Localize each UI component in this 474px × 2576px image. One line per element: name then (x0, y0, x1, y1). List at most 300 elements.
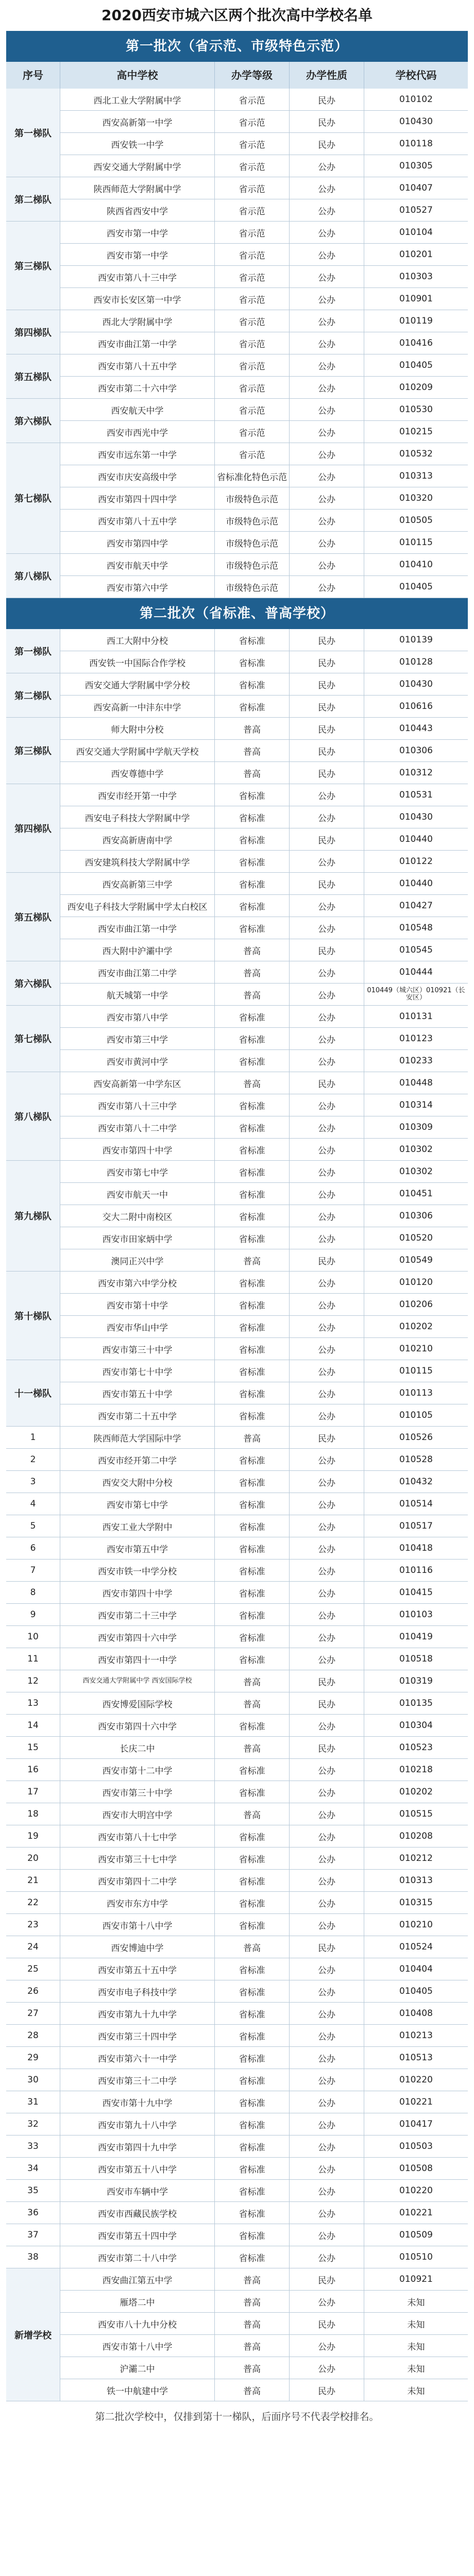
school-code: 010215 (364, 421, 468, 443)
school-grade: 市级特色示范 (215, 532, 290, 554)
school-grade: 省标准 (215, 1493, 290, 1515)
school-grade: 省标准 (215, 1449, 290, 1471)
school-code: 010313 (364, 465, 468, 487)
school-nature: 民办 (290, 651, 364, 673)
school-grade: 普高 (215, 762, 290, 784)
row-number: 25 (6, 1958, 60, 1980)
school-name: 西安市第七中学 (60, 1493, 215, 1515)
row-number: 21 (6, 1870, 60, 1892)
school-name: 西安市经开第一中学 (60, 784, 215, 806)
row-number: 26 (6, 1980, 60, 2003)
row-number: 16 (6, 1759, 60, 1781)
school-code: 010302 (364, 1161, 468, 1183)
school-code: 010115 (364, 1360, 468, 1382)
school-name: 西安市第三十七中学 (60, 1848, 215, 1870)
school-name: 西安市第八中学 (60, 1006, 215, 1028)
school-name: 西安市第五十中学 (60, 1382, 215, 1404)
row-number: 30 (6, 2069, 60, 2091)
school-grade: 省标准 (215, 2025, 290, 2047)
row-number: 10 (6, 1626, 60, 1648)
school-nature: 公办 (290, 806, 364, 828)
batch2-bar: 第二批次（省标准、普高学校） (6, 598, 468, 629)
school-name: 西安市第二十五中学 (60, 1404, 215, 1427)
school-grade: 省示范 (215, 222, 290, 244)
school-name: 西安市第六中学 (60, 576, 215, 598)
school-grade: 普高 (215, 2268, 290, 2291)
school-nature: 公办 (290, 1560, 364, 1582)
school-grade: 市级特色示范 (215, 554, 290, 576)
school-code: 010430 (364, 806, 468, 828)
school-code: 010407 (364, 177, 468, 199)
school-grade: 省示范 (215, 266, 290, 288)
row-number: 1 (6, 1427, 60, 1449)
school-code: 010221 (364, 2091, 468, 2113)
school-name: 西安市黄河中学 (60, 1050, 215, 1072)
school-grade: 省示范 (215, 155, 290, 177)
school-code: 010220 (364, 2180, 468, 2202)
group-label: 第七梯队 (6, 1006, 60, 1072)
school-name: 西安电子科技大学附属中学太白校区 (60, 895, 215, 917)
school-nature: 公办 (290, 1116, 364, 1139)
school-code: 未知 (364, 2313, 468, 2335)
school-name: 铁一中航建中学 (60, 2379, 215, 2401)
school-nature: 公办 (290, 1892, 364, 1914)
school-nature: 公办 (290, 465, 364, 487)
row-number: 12 (6, 1670, 60, 1692)
school-grade: 省示范 (215, 288, 290, 310)
school-name: 西安市铁一中学分校 (60, 1560, 215, 1582)
row-number: 33 (6, 2136, 60, 2158)
school-name: 西安市第四十中学 (60, 1139, 215, 1161)
school-name: 西工大附中分校 (60, 629, 215, 651)
school-name: 西安市第四十六中学 (60, 1626, 215, 1648)
row-number: 32 (6, 2113, 60, 2136)
school-nature: 民办 (290, 133, 364, 155)
school-name: 西安尊德中学 (60, 762, 215, 784)
school-code: 010508 (364, 2158, 468, 2180)
school-name: 航天城第一中学 (60, 984, 215, 1006)
page-title: 2020西安市城六区两个批次高中学校名单 (101, 7, 373, 24)
school-code: 010306 (364, 1205, 468, 1227)
school-code: 010430 (364, 673, 468, 696)
school-name: 西安市第三中学 (60, 1028, 215, 1050)
batch1-table (6, 89, 468, 598)
table-header (6, 62, 468, 89)
school-code: 010531 (364, 784, 468, 806)
school-nature: 公办 (290, 510, 364, 532)
school-grade: 省标准 (215, 895, 290, 917)
school-grade: 普高 (215, 1737, 290, 1759)
school-grade: 省标准 (215, 2047, 290, 2069)
school-nature: 公办 (290, 576, 364, 598)
school-code: 010206 (364, 1294, 468, 1316)
school-code: 010444 (364, 961, 468, 984)
school-nature: 公办 (290, 1139, 364, 1161)
school-code: 010202 (364, 1316, 468, 1338)
group-label: 第四梯队 (6, 784, 60, 873)
school-nature: 公办 (290, 2202, 364, 2224)
school-nature: 公办 (290, 1626, 364, 1648)
school-code: 010131 (364, 1006, 468, 1028)
school-code: 010220 (364, 2069, 468, 2091)
school-code: 010135 (364, 1692, 468, 1715)
school-code: 010408 (364, 2003, 468, 2025)
school-grade: 省标准 (215, 1892, 290, 1914)
school-nature: 民办 (290, 2313, 364, 2335)
school-grade: 普高 (215, 961, 290, 984)
school-nature: 公办 (290, 2136, 364, 2158)
school-code: 010210 (364, 1338, 468, 1360)
school-nature: 公办 (290, 1449, 364, 1471)
school-name: 西安市长安区第一中学 (60, 288, 215, 310)
school-name: 西安交大附中分校 (60, 1471, 215, 1493)
school-name: 西安市田家炳中学 (60, 1227, 215, 1249)
school-nature: 公办 (290, 1803, 364, 1825)
school-name: 西安市第九十八中学 (60, 2113, 215, 2136)
school-name: 西安市第四十二中学 (60, 1870, 215, 1892)
school-code: 010312 (364, 762, 468, 784)
school-name: 西安高新唐南中学 (60, 828, 215, 851)
school-grade: 省标准 (215, 1759, 290, 1781)
school-nature: 公办 (290, 2003, 364, 2025)
row-number: 7 (6, 1560, 60, 1582)
school-grade: 普高 (215, 1072, 290, 1094)
school-nature: 公办 (290, 532, 364, 554)
school-nature: 公办 (290, 1382, 364, 1404)
school-code: 010305 (364, 155, 468, 177)
school-nature: 公办 (290, 199, 364, 222)
school-grade: 省标准 (215, 1781, 290, 1803)
school-nature: 公办 (290, 2180, 364, 2202)
group-label: 第四梯队 (6, 310, 60, 354)
school-code: 010119 (364, 310, 468, 332)
group-label: 第一梯队 (6, 89, 60, 177)
school-name: 西安市曲江第一中学 (60, 917, 215, 939)
school-code: 010105 (364, 1404, 468, 1427)
school-nature: 公办 (290, 1360, 364, 1382)
school-grade: 省标准 (215, 917, 290, 939)
school-code: 010419 (364, 1626, 468, 1648)
row-number: 9 (6, 1604, 60, 1626)
school-grade: 市级特色示范 (215, 510, 290, 532)
school-name: 西安博爱国际学校 (60, 1692, 215, 1715)
school-nature: 公办 (290, 443, 364, 465)
school-code: 010503 (364, 2136, 468, 2158)
school-code: 010418 (364, 1537, 468, 1560)
school-code: 010517 (364, 1515, 468, 1537)
school-nature: 公办 (290, 2069, 364, 2091)
school-grade: 普高 (215, 1670, 290, 1692)
school-name: 西安市第四十六中学 (60, 1715, 215, 1737)
batch2-numbered-table (6, 1427, 468, 2268)
school-name: 西安交通大学附属中学分校 (60, 673, 215, 696)
school-name: 西安市华山中学 (60, 1316, 215, 1338)
group-label: 十一梯队 (6, 1360, 60, 1427)
school-code: 010213 (364, 2025, 468, 2047)
school-name: 西安市西藏民族学校 (60, 2202, 215, 2224)
school-code: 010515 (364, 1803, 468, 1825)
school-grade: 省标准 (215, 873, 290, 895)
school-name: 西安市车辆中学 (60, 2180, 215, 2202)
school-nature: 公办 (290, 2113, 364, 2136)
school-grade: 普高 (215, 1692, 290, 1715)
school-code: 010443 (364, 718, 468, 740)
school-grade: 普高 (215, 939, 290, 961)
school-code: 010209 (364, 377, 468, 399)
school-grade: 省示范 (215, 177, 290, 199)
school-nature: 公办 (290, 1050, 364, 1072)
school-code: 010118 (364, 133, 468, 155)
school-name: 西安市八十九中分校 (60, 2313, 215, 2335)
school-nature: 民办 (290, 1670, 364, 1692)
school-nature: 公办 (290, 1914, 364, 1936)
school-grade: 省标准 (215, 1848, 290, 1870)
school-code: 010314 (364, 1094, 468, 1116)
school-grade: 省标准 (215, 851, 290, 873)
school-name: 西安市电子科技中学 (60, 1980, 215, 2003)
school-grade: 省标准 (215, 1582, 290, 1604)
school-code: 010320 (364, 487, 468, 510)
school-code: 010405 (364, 354, 468, 377)
school-nature: 公办 (290, 2335, 364, 2357)
school-nature: 民办 (290, 1249, 364, 1272)
school-name: 雁塔二中 (60, 2291, 215, 2313)
header-seq: 序号 (6, 62, 60, 89)
school-grade: 省标准 (215, 1272, 290, 1294)
school-name: 西安市第十八中学 (60, 2335, 215, 2357)
school-code: 010212 (364, 1848, 468, 1870)
school-grade: 省标准 (215, 1139, 290, 1161)
school-nature: 公办 (290, 1272, 364, 1294)
school-name: 西安交通大学附属中学 (60, 155, 215, 177)
school-code: 010901 (364, 288, 468, 310)
school-name: 西安市第五十八中学 (60, 2158, 215, 2180)
row-number: 5 (6, 1515, 60, 1537)
school-code: 010513 (364, 2047, 468, 2069)
school-nature: 公办 (290, 1028, 364, 1050)
school-grade: 省标准 (215, 1227, 290, 1249)
row-number: 4 (6, 1493, 60, 1515)
school-grade: 省标准 (215, 1183, 290, 1205)
school-nature: 公办 (290, 266, 364, 288)
school-code: 010505 (364, 510, 468, 532)
school-nature: 公办 (290, 1604, 364, 1626)
group-label: 新增学校 (6, 2268, 60, 2401)
school-name: 西安市第八十五中学 (60, 510, 215, 532)
school-nature: 民办 (290, 696, 364, 718)
row-number: 13 (6, 1692, 60, 1715)
row-number: 27 (6, 2003, 60, 2025)
school-grade: 省标准 (215, 1382, 290, 1404)
school-code: 010221 (364, 2202, 468, 2224)
school-name: 西安市曲江第二中学 (60, 961, 215, 984)
school-name: 沪灞二中 (60, 2357, 215, 2379)
school-name: 西安市西光中学 (60, 421, 215, 443)
row-number: 20 (6, 1848, 60, 1870)
school-grade: 普高 (215, 718, 290, 740)
school-nature: 公办 (290, 487, 364, 510)
school-nature: 公办 (290, 421, 364, 443)
school-nature: 公办 (290, 1183, 364, 1205)
school-nature: 公办 (290, 222, 364, 244)
school-code: 010921 (364, 2268, 468, 2291)
school-code: 010123 (364, 1028, 468, 1050)
school-grade: 省标准 (215, 2069, 290, 2091)
school-grade: 省标准 (215, 1316, 290, 1338)
school-nature: 公办 (290, 984, 364, 1006)
school-name: 西安市第八十三中学 (60, 1094, 215, 1116)
row-number: 31 (6, 2091, 60, 2113)
school-grade: 省标准 (215, 1515, 290, 1537)
school-nature: 公办 (290, 377, 364, 399)
school-code: 010315 (364, 1892, 468, 1914)
school-nature: 公办 (290, 1515, 364, 1537)
row-number: 28 (6, 2025, 60, 2047)
school-nature: 公办 (290, 1537, 364, 1560)
school-name: 西安铁一中学 (60, 133, 215, 155)
school-grade: 省标准 (215, 1161, 290, 1183)
school-code: 010440 (364, 828, 468, 851)
row-number: 19 (6, 1825, 60, 1848)
school-name: 西安市第四十四中学 (60, 487, 215, 510)
school-code: 010430 (364, 111, 468, 133)
school-code: 010518 (364, 1648, 468, 1670)
school-nature: 公办 (290, 399, 364, 421)
school-name: 西安市第五十五中学 (60, 1958, 215, 1980)
school-nature: 公办 (290, 1958, 364, 1980)
school-grade: 省标准 (215, 2091, 290, 2113)
school-code: 010139 (364, 629, 468, 651)
school-grade: 普高 (215, 984, 290, 1006)
school-grade: 市级特色示范 (215, 487, 290, 510)
school-name: 西安市第四十一中学 (60, 1648, 215, 1670)
row-number: 22 (6, 1892, 60, 1914)
school-name: 西安交通大学附属中学 西安国际学校 (60, 1670, 215, 1692)
school-nature: 民办 (290, 673, 364, 696)
school-name: 西安市第四中学 (60, 532, 215, 554)
school-name: 西安市东方中学 (60, 1892, 215, 1914)
school-grade: 省标准 (215, 1648, 290, 1670)
school-nature: 民办 (290, 740, 364, 762)
school-code: 010440 (364, 873, 468, 895)
school-code: 010451 (364, 1183, 468, 1205)
school-grade: 省标准 (215, 828, 290, 851)
school-name: 西安市第三十四中学 (60, 2025, 215, 2047)
school-grade: 普高 (215, 2313, 290, 2335)
school-nature: 公办 (290, 1316, 364, 1338)
school-nature: 公办 (290, 1161, 364, 1183)
school-grade: 省示范 (215, 443, 290, 465)
school-grade: 省标准 (215, 1560, 290, 1582)
school-code: 010415 (364, 1582, 468, 1604)
school-grade: 省示范 (215, 332, 290, 354)
school-nature: 公办 (290, 177, 364, 199)
row-number: 34 (6, 2158, 60, 2180)
school-grade: 省标准 (215, 1626, 290, 1648)
school-name: 西安市庆安高级中学 (60, 465, 215, 487)
school-grade: 普高 (215, 1936, 290, 1958)
school-nature: 民办 (290, 1737, 364, 1759)
school-nature: 民办 (290, 1427, 364, 1449)
school-name: 西安建筑科技大学附属中学 (60, 851, 215, 873)
school-name: 西大附中沪灞中学 (60, 939, 215, 961)
school-grade: 普高 (215, 1249, 290, 1272)
school-code: 010528 (364, 1449, 468, 1471)
school-code: 010306 (364, 740, 468, 762)
school-name: 西安高新一中沣东中学 (60, 696, 215, 718)
school-name: 西安高新第一中学 (60, 111, 215, 133)
school-nature: 公办 (290, 784, 364, 806)
header-grade: 办学等级 (215, 62, 290, 89)
school-name: 西安市第六中学分校 (60, 1272, 215, 1294)
school-nature: 公办 (290, 2025, 364, 2047)
school-name: 西安市第二十六中学 (60, 377, 215, 399)
row-number: 11 (6, 1648, 60, 1670)
school-nature: 公办 (290, 2091, 364, 2113)
group-label: 第九梯队 (6, 1161, 60, 1272)
school-name: 西安市第三十二中学 (60, 2069, 215, 2091)
school-grade: 省标准 (215, 2202, 290, 2224)
school-name: 西安市经开第二中学 (60, 1449, 215, 1471)
school-name: 交大二附中南校区 (60, 1205, 215, 1227)
school-name: 西安曲江第五中学 (60, 2268, 215, 2291)
school-code: 010116 (364, 1560, 468, 1582)
school-name: 陕西师范大学附属中学 (60, 177, 215, 199)
school-grade: 省标准 (215, 2136, 290, 2158)
school-nature: 民办 (290, 828, 364, 851)
row-number: 17 (6, 1781, 60, 1803)
row-number: 36 (6, 2202, 60, 2224)
school-nature: 公办 (290, 244, 364, 266)
school-code: 010103 (364, 1604, 468, 1626)
school-grade: 省标准 (215, 651, 290, 673)
school-nature: 公办 (290, 1825, 364, 1848)
school-grade: 省标准 (215, 2158, 290, 2180)
school-nature: 公办 (290, 1227, 364, 1249)
school-grade: 普高 (215, 2335, 290, 2357)
school-nature: 公办 (290, 917, 364, 939)
school-grade: 省标准 (215, 2224, 290, 2246)
row-number: 14 (6, 1715, 60, 1737)
school-grade: 省标准 (215, 1471, 290, 1493)
footnote: 第二批次学校中，仅排到第十一梯队，后面序号不代表学校排名。 (95, 2411, 379, 2422)
school-nature: 民办 (290, 1692, 364, 1715)
school-grade: 省示范 (215, 111, 290, 133)
group-label: 第六梯队 (6, 399, 60, 443)
school-nature: 公办 (290, 1848, 364, 1870)
school-nature: 公办 (290, 332, 364, 354)
school-code: 010417 (364, 2113, 468, 2136)
school-name: 西安市远东第一中学 (60, 443, 215, 465)
school-name: 西安市第一中学 (60, 222, 215, 244)
school-name: 陕西师范大学国际中学 (60, 1427, 215, 1449)
school-nature: 民办 (290, 1936, 364, 1958)
school-name: 西安市第八十三中学 (60, 266, 215, 288)
school-nature: 民办 (290, 1072, 364, 1094)
school-code: 010524 (364, 1936, 468, 1958)
school-nature: 公办 (290, 851, 364, 873)
school-grade: 市级特色示范 (215, 576, 290, 598)
school-name: 西安市第十中学 (60, 1294, 215, 1316)
school-name: 西安市第四十九中学 (60, 2136, 215, 2158)
school-grade: 省标准 (215, 1404, 290, 1427)
batch2-table (6, 629, 468, 1427)
school-grade: 省示范 (215, 89, 290, 111)
school-grade: 省示范 (215, 133, 290, 155)
school-nature: 民办 (290, 2268, 364, 2291)
school-grade: 省标准 (215, 1006, 290, 1028)
school-code: 010449（城六区）010921（长安区） (364, 984, 468, 1006)
